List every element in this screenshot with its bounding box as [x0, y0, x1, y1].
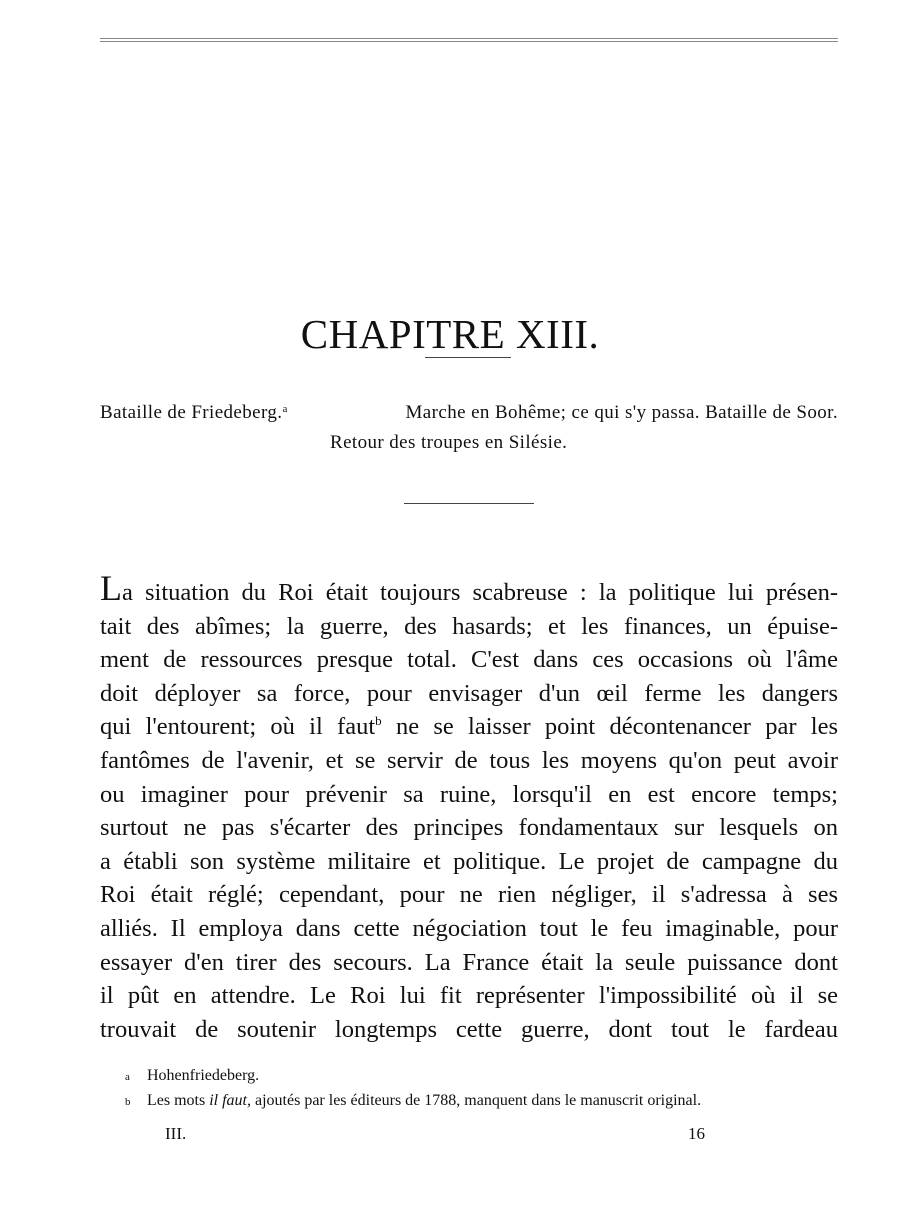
footnote-a — [125, 1064, 838, 1089]
body-line: doit déployer sa force, pour envisager d'un œil ferme les dangers — [100, 679, 838, 707]
summary-rule — [404, 503, 534, 504]
summary-footnote-ref-a: a — [282, 403, 288, 415]
footnote-mark: a — [125, 1071, 130, 1083]
body-line: La situation du Roi était toujours scabreuse : la politique lui présen- — [100, 568, 838, 608]
signature-mark: 16 — [688, 1124, 705, 1143]
summary-line-1 — [100, 398, 838, 428]
body-line: fantômes de l'avenir, et se servir de tous les moyens qu'on peut avoir — [100, 746, 838, 774]
body-line: ou imaginer pour prévenir sa ruine, lorsqu'il en est encore temps; — [100, 780, 838, 808]
footnote-mark: b — [125, 1096, 131, 1108]
body-line: Roi était réglé; cependant, pour ne rien négliger, il s'adressa à ses — [100, 881, 838, 909]
body-line: ment de ressources presque total. C'est dans ces occasions où l'âme — [100, 646, 838, 674]
body-line: surtout ne pas s'écarter des principes fondamentaux sur lesquels on — [100, 814, 838, 842]
chapter-title: CHAPITRE XIII. — [300, 311, 600, 358]
body-line: trouvait de soutenir longtemps cette guerre, dont tout le fardeau — [100, 1015, 838, 1043]
chapter-summary — [100, 398, 838, 458]
top-rule — [100, 38, 838, 43]
volume-number: III. — [165, 1124, 187, 1143]
footnote-ref-b: b — [375, 713, 382, 729]
body-text — [100, 568, 839, 1046]
summary-friedeberg: Bataille de Friedeberg.$^a$ — [100, 402, 288, 423]
footnotes — [125, 1064, 838, 1114]
body-line: tait des abîmes; la guerre, des hasards; et les finances, un épuise- — [100, 612, 838, 640]
body-line: essayer d'en tirer des secours. La France était la seule puissance dont — [100, 948, 838, 976]
title-rule — [425, 357, 511, 358]
body-line: a établi son système militaire et politique. Le projet de campagne du — [100, 847, 838, 875]
summary-boheme: Marche en Bohême; ce qui s'y passa. Bataille de Soor. — [405, 402, 838, 423]
footnote-b — [125, 1089, 838, 1114]
footnote-text: Les mots il faut, ajoutés par les éditeurs de 1788, manquent dans le manuscrit original. — [147, 1092, 702, 1109]
summary-line-2: Retour des troupes en Silésie. — [330, 432, 568, 453]
footnote-text: Hohenfriedeberg. — [147, 1067, 260, 1084]
body-line: il pût en attendre. Le Roi lui fit représenter l'impossibilité où il se — [100, 982, 838, 1010]
body-line: alliés. Il employa dans cette négociation tout le feu imaginable, pour — [100, 914, 838, 942]
dropcap: L — [100, 568, 122, 608]
body-line: qui l'entourent; où il faut$^b$ ne se laisser point décontenancer par les — [100, 713, 839, 741]
